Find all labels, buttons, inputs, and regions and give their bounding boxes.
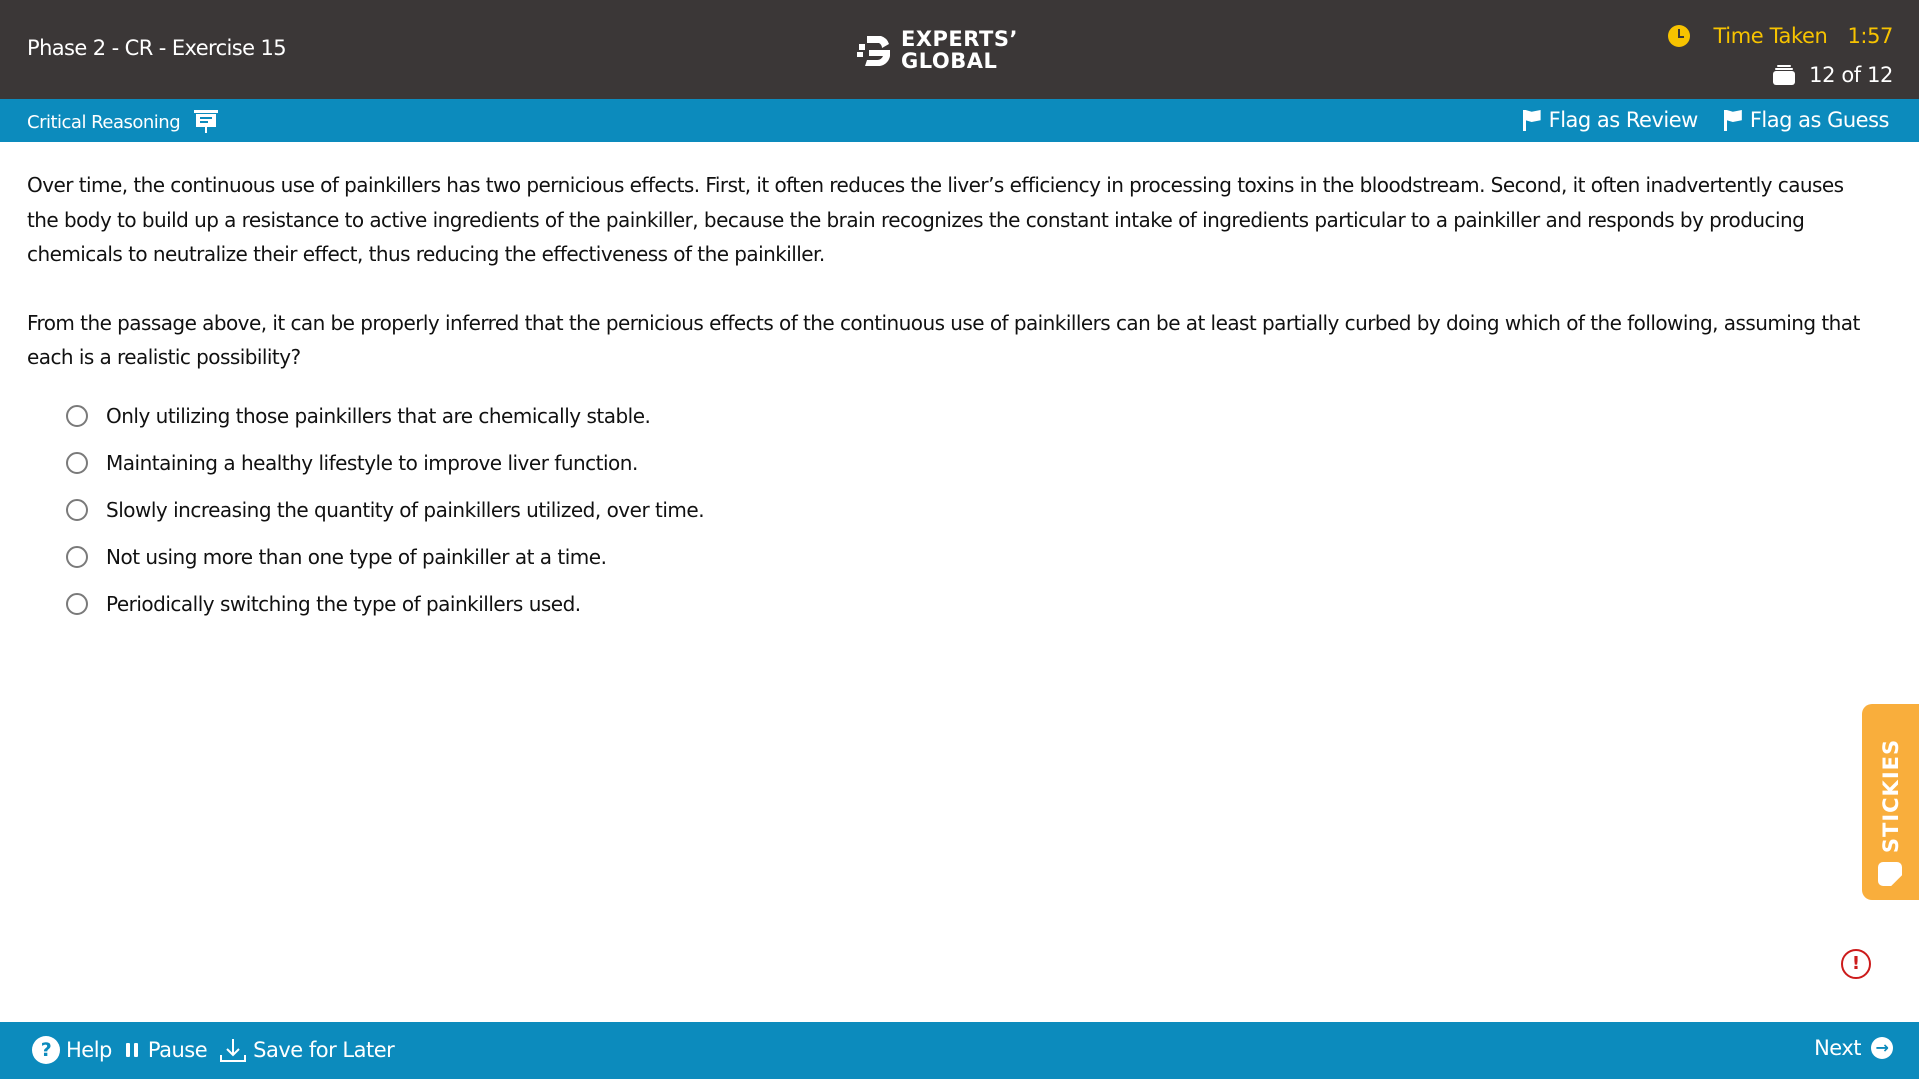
answer-choice-label: Maintaining a healthy lifestyle to improve liver function. bbox=[106, 451, 638, 475]
radio-button[interactable] bbox=[66, 593, 88, 615]
stack-icon bbox=[1773, 65, 1795, 85]
presentation-icon bbox=[194, 110, 218, 134]
answer-choice-b[interactable] bbox=[66, 440, 1877, 487]
sticky-note-icon bbox=[1878, 862, 1902, 886]
stickies-tab[interactable] bbox=[1862, 704, 1919, 900]
flag-icon bbox=[1724, 109, 1742, 131]
help-icon: ? bbox=[32, 1036, 60, 1064]
answer-choice-label: Not using more than one type of painkiller at a time. bbox=[106, 545, 607, 569]
radio-button[interactable] bbox=[66, 405, 88, 427]
pause-label: Pause bbox=[147, 1038, 208, 1062]
answer-choice-a[interactable] bbox=[66, 393, 1877, 440]
help-label: Help bbox=[66, 1038, 112, 1062]
question-counter bbox=[1773, 63, 1893, 87]
bottom-toolbar bbox=[0, 1022, 1919, 1079]
flag-as-guess-button[interactable] bbox=[1724, 108, 1889, 132]
answer-choice-e[interactable] bbox=[66, 581, 1877, 628]
clock-icon bbox=[1668, 25, 1690, 47]
answer-choice-label: Slowly increasing the quantity of painkillers utilized, over time. bbox=[106, 498, 705, 522]
section-label bbox=[27, 110, 218, 134]
question-stem: From the passage above, it can be properly inferred that the pernicious effects of the continuous use of painkillers can be at least partially curbed by doing which of the following, assuming that each is a realistic possibility? bbox=[27, 310, 1860, 369]
logo-text bbox=[901, 28, 1018, 72]
logo-line-1: EXPERTS’ bbox=[901, 27, 1018, 51]
answer-choice-c[interactable] bbox=[66, 487, 1877, 534]
pause-icon bbox=[126, 1043, 138, 1057]
radio-button[interactable] bbox=[66, 546, 88, 568]
answer-choices bbox=[66, 393, 1877, 628]
section-name: Critical Reasoning bbox=[27, 111, 181, 133]
time-taken bbox=[1668, 24, 1894, 48]
section-bar bbox=[0, 99, 1919, 142]
exercise-title: Phase 2 - CR - Exercise 15 bbox=[27, 36, 287, 60]
logo-mark-icon bbox=[855, 30, 893, 70]
logo-line-2: GLOBAL bbox=[901, 49, 998, 73]
flag-as-review-label: Flag as Review bbox=[1548, 108, 1698, 132]
flag-as-guess-label: Flag as Guess bbox=[1749, 108, 1889, 132]
next-label: Next bbox=[1814, 1036, 1861, 1060]
save-for-later-label: Save for Later bbox=[253, 1038, 395, 1062]
top-header bbox=[0, 0, 1919, 99]
radio-button[interactable] bbox=[66, 499, 88, 521]
flag-icon bbox=[1523, 109, 1541, 131]
answer-choice-d[interactable] bbox=[66, 534, 1877, 581]
next-button[interactable] bbox=[1814, 1036, 1893, 1060]
footer-actions bbox=[32, 1036, 406, 1064]
radio-button[interactable] bbox=[66, 452, 88, 474]
flag-as-review-button[interactable] bbox=[1523, 108, 1698, 132]
stickies-label: STICKIES bbox=[1878, 738, 1903, 854]
experts-global-logo bbox=[855, 26, 1018, 74]
question-counter-text: 12 of 12 bbox=[1809, 63, 1893, 87]
time-taken-label: Time Taken bbox=[1713, 24, 1828, 48]
arrow-right-icon: → bbox=[1871, 1037, 1893, 1059]
save-for-later-button[interactable] bbox=[219, 1037, 394, 1063]
download-icon bbox=[219, 1037, 247, 1063]
question-content bbox=[27, 168, 1877, 628]
flag-controls bbox=[1523, 108, 1889, 132]
pause-button[interactable] bbox=[124, 1038, 207, 1062]
report-error-icon[interactable]: ! bbox=[1841, 949, 1871, 979]
answer-choice-label: Periodically switching the type of painkillers used. bbox=[106, 592, 581, 616]
time-taken-value: 1:57 bbox=[1847, 24, 1893, 48]
passage-text: Over time, the continuous use of painkillers has two pernicious effects. First, it often reduces the liver’s efficiency in processing toxins in the bloodstream. Second, it often inadvertently causes the body to build up a resistance to active ingredients of the painkiller, because the brain recognizes the constant intake of ingredients particular to a painkiller and responds by producing chemicals to neutralize their effect, thus reducing the effectiveness of the painkiller. bbox=[27, 173, 1844, 266]
answer-choice-label: Only utilizing those painkillers that are chemically stable. bbox=[106, 404, 651, 428]
help-button[interactable] bbox=[32, 1036, 112, 1064]
